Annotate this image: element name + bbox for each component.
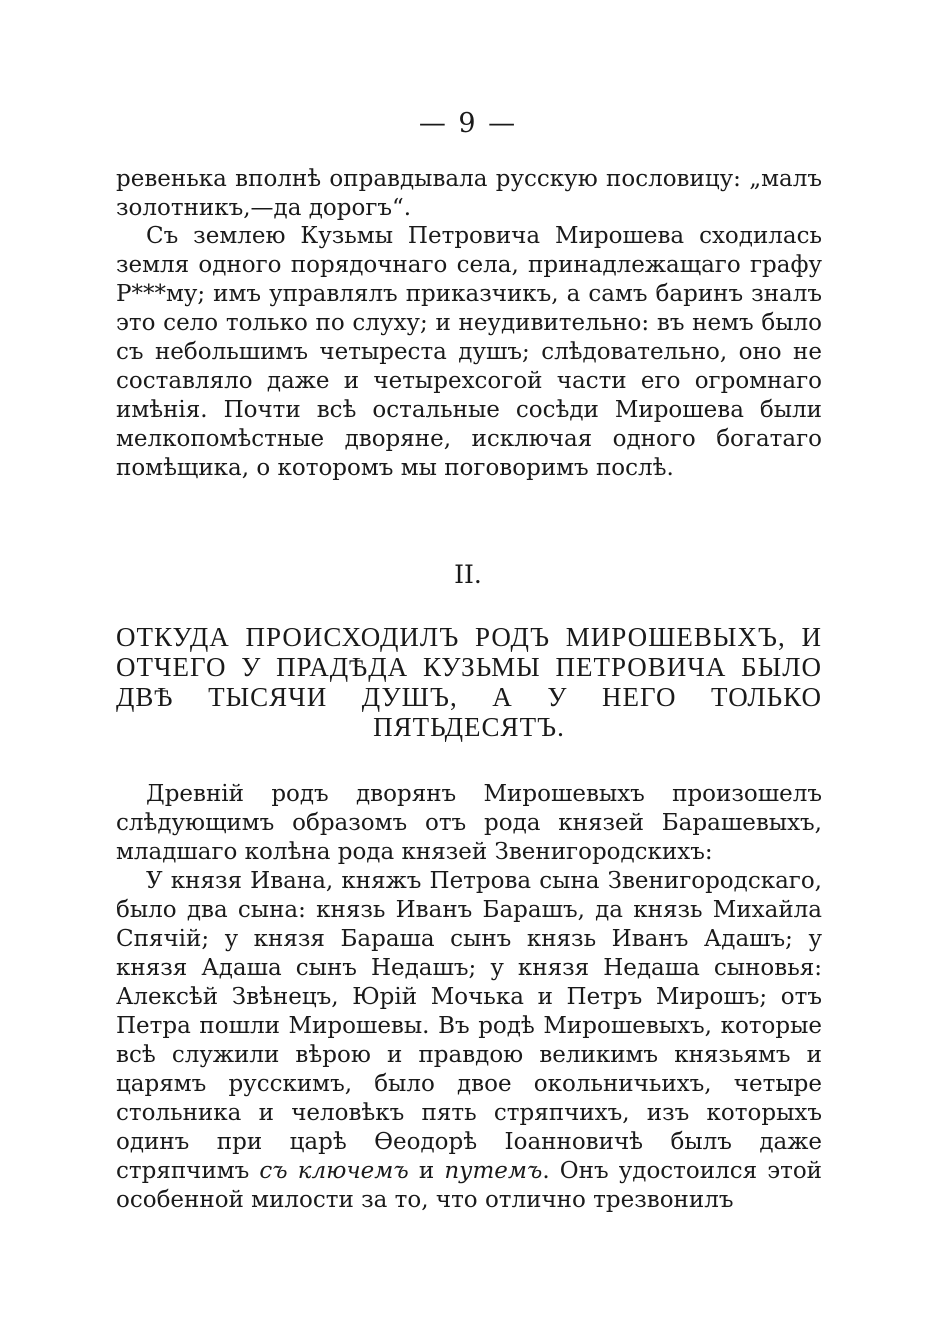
paragraph-2 bbox=[116, 222, 822, 483]
italic-phrase-key: съ ключемъ bbox=[259, 1158, 409, 1184]
paragraph-4-text-start: У князя Ивана, княжъ Петрова сына Звенигородскаго, было два сына: князь Иванъ Барашъ, да князь Михайла Спячій; у князя Бараша сынъ князь Иванъ Адашъ; у князя Адаша сынъ Недашъ; у князя Недаша сыновья: Алексѣй Звѣнецъ, Юрій Мочька и Петръ Мирошъ; отъ Петра пошли Мирошевы. Въ родѣ Мирошевыхъ, которые всѣ служили вѣрою и правдою великимъ князьямъ и царямъ русскимъ, было двое окольничьихъ, четыре стольника и человѣкъ пять стряпчихъ, изъ которыхъ одинъ при царѣ Ѳеодорѣ Іоанновичѣ былъ даже стряпчимъ bbox=[116, 868, 822, 1184]
paragraph-3 bbox=[116, 780, 822, 867]
paragraph-3-text: Древній родъ дворянъ Мирошевыхъ произошелъ слѣдующимъ образомъ отъ рода князей Барашевыхъ, младшаго колѣна рода князей Звенигородскихъ: bbox=[116, 781, 822, 865]
paragraph-4-conjunction: и bbox=[408, 1158, 445, 1184]
paragraph-1-text: ревенька вполнѣ оправдывала русскую пословицу: „малъ золотникъ,—да дорогъ“. bbox=[116, 166, 822, 221]
paragraph-4 bbox=[116, 867, 822, 1215]
page-number: — 9 — bbox=[418, 108, 518, 139]
italic-phrase-path: путемъ bbox=[444, 1158, 543, 1184]
paragraph-2-text: Съ землею Кузьмы Петровича Мирошева сходилась земля одного порядочнаго села, принадлежащаго графу Р***му; имъ управлялъ приказчикъ, а самъ баринъ зналъ это село только по слуху; и неудивительно: въ немъ было съ небольшимъ четыреста душъ; слѣдовательно, оно не составляло даже и четырехсогой части его огромнаго имѣнія. Почти всѣ остальные сосѣди Мирошева были мелкопомѣстные дворяне, исключая одного богатаго помѣщика, о которомъ мы поговоримъ послѣ. bbox=[116, 223, 822, 481]
paragraph-continuation bbox=[116, 165, 822, 223]
section-number: II. bbox=[454, 560, 482, 589]
paragraph-4-text bbox=[116, 867, 822, 1215]
chapter-title: ОТКУДА ПРОИСХОДИЛЪ РОДЪ МИРОШЕВЫХЪ, И ОТЧЕГО У ПРАДѢДА КУЗЬМЫ ПЕТРОВИЧА БЫЛО ДВѢ ТЫСЯЧИ ДУШЪ, А У НЕГО ТОЛЬКО ПЯТЬДЕСЯТЪ. bbox=[116, 622, 822, 742]
paragraph-4-text-end: . Онъ удостоился этой особенной милости за то, что отлично трезвонилъ bbox=[116, 1158, 823, 1213]
